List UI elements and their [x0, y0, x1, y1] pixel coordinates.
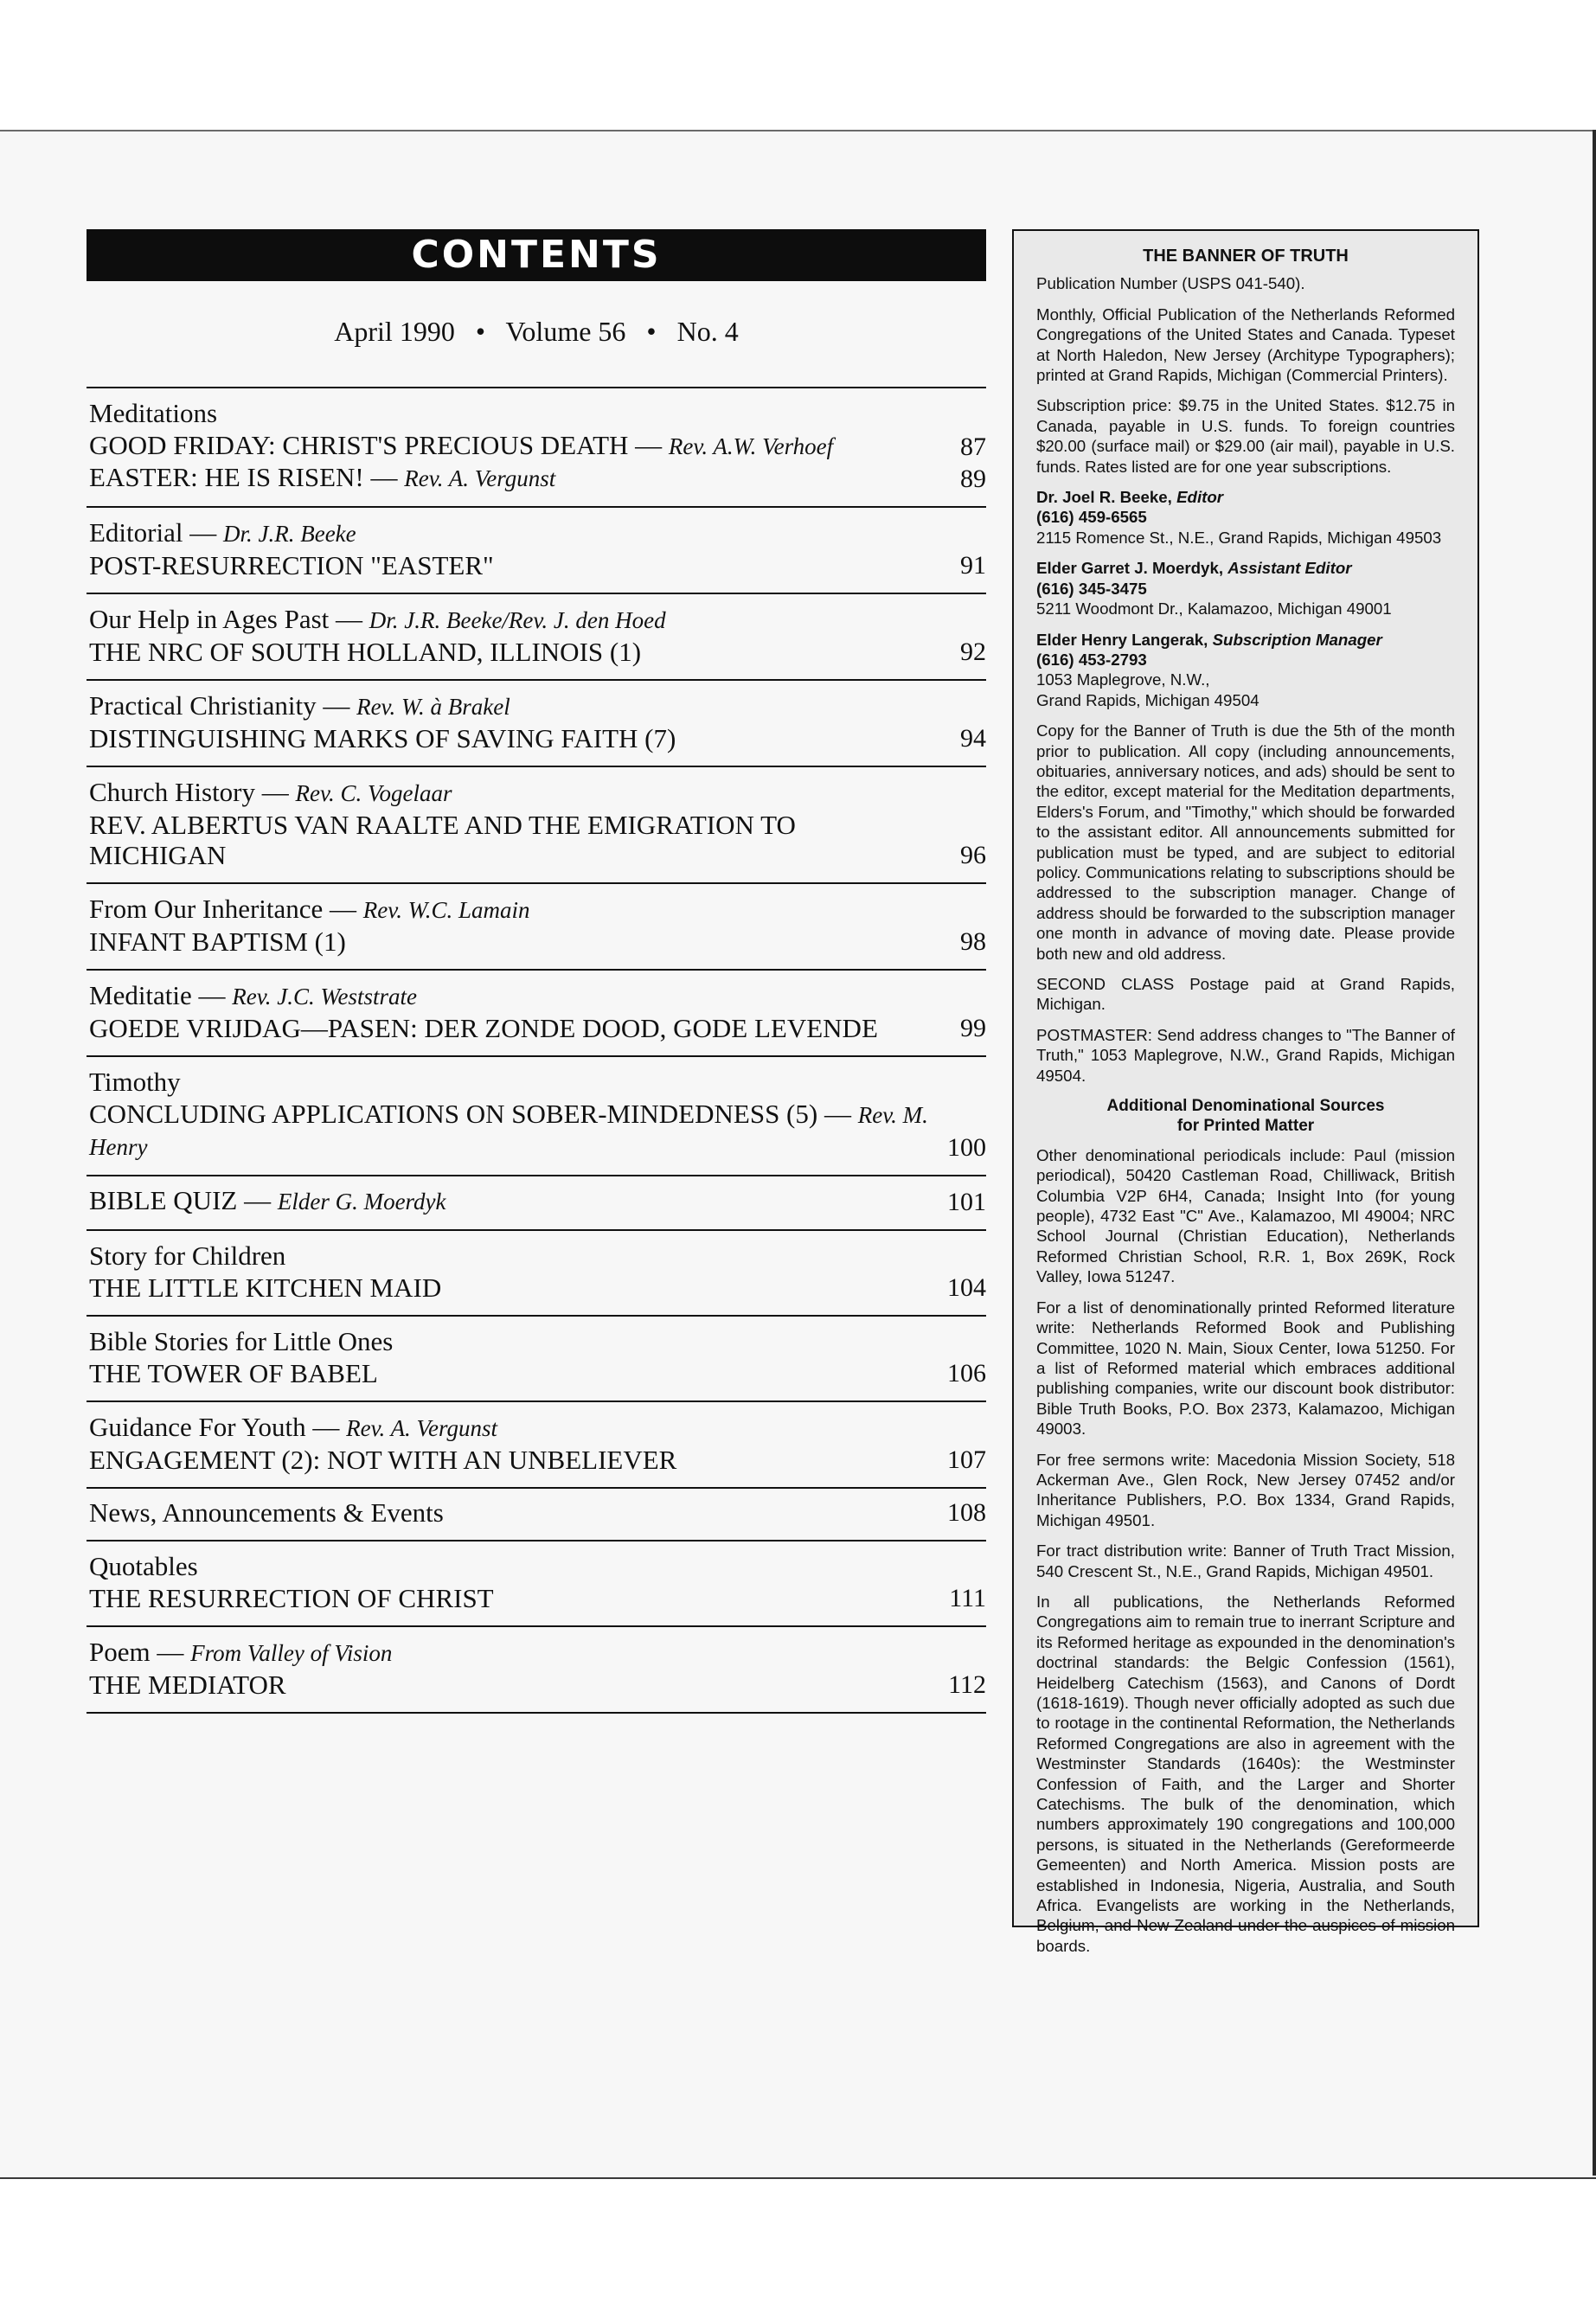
section-author: Rev. W. à Brakel [356, 694, 510, 720]
toc-entry[interactable] [89, 1013, 986, 1043]
entry-title [89, 1272, 934, 1303]
section-author: Rev. A. Vergunst [346, 1415, 498, 1441]
entry-title-text: ENGAGEMENT (2): NOT WITH AN UNBELIEVER [89, 1445, 677, 1475]
entry-title-text: EASTER: HE IS RISEN! — [89, 462, 398, 492]
entry-title [89, 723, 934, 753]
entry-title-text: DISTINGUISHING MARKS OF SAVING FAITH (7) [89, 723, 676, 753]
page-number: 108 [947, 1498, 986, 1527]
subscription-manager-phone: (616) 453-2793 [1036, 650, 1147, 669]
subscription-manager-city: Grand Rapids, Michigan 49504 [1036, 690, 1259, 709]
periodicals-note: Other denominational periodicals include: Paul (mission periodical), 50420 Castleman Road, Chilliwack, British Columbia V2P 6H4, Canada; Insight Into (for young people), 4732 East "C" Ave., Kalamazoo, MI 49004; NRC School Journal (Christian Education), Netherlands Reformed Christian School, R.R. 1, Box 269K, Rock Valley, Iowa 51247. [1036, 1145, 1455, 1286]
toc-entry[interactable] [89, 430, 986, 462]
entry-title [89, 1670, 934, 1700]
page-number: 106 [947, 1359, 986, 1388]
section-author: Rev. W.C. Lamain [362, 897, 530, 923]
page-edge-shadow [1593, 130, 1596, 2176]
toc-section [87, 1489, 986, 1541]
separator-dot: • [475, 316, 486, 347]
subscription-info: Subscription price: $9.75 in the United States. $12.75 in Canada, payable in U.S. funds. To foreign countries $20.00 (surface mail) or $29.00 (air mail), payable in U.S. funds. Rates listed are for one year subscriptions. [1036, 396, 1455, 476]
copy-deadline-note: Copy for the Banner of Truth is due the 5th of the month prior to publication. All copy (including announcements, obituaries, anniversary notices, and ads) should be sent to the editor, except material for the Meditation departments, Elders's Forum, and "Timothy," which should be forwarded to the assistant editor. All announcements submitted for publication must be typed, and are subject to editorial policy. Communications relating to subscriptions should be addressed to the subscription manager. Change of address should be forwarded to the subscription manager one month in advance of moving date. Please provide both new and old address. [1036, 721, 1455, 963]
section-heading-text: Timothy [89, 1067, 181, 1097]
section-heading-text: Practical Christianity — [89, 690, 350, 721]
toc-entry[interactable] [89, 1358, 986, 1388]
issue-date: April 1990 [334, 316, 455, 347]
section-heading [89, 893, 986, 926]
entry-title-text: CONCLUDING APPLICATIONS ON SOBER-MINDEDNESS (5) — [89, 1099, 851, 1129]
entry-title-text: REV. ALBERTUS VAN RAALTE AND THE EMIGRATION TO MICHIGAN [89, 810, 796, 870]
section-heading-text: From Our Inheritance — [89, 894, 357, 924]
entry-title [89, 810, 934, 870]
section-heading [89, 1636, 986, 1670]
entry-title-text: BIBLE QUIZ — [89, 1185, 272, 1215]
sermons-note: For free sermons write: Macedonia Mission Society, 518 Ackerman Ave., Glen Rock, New Jersey 07452 and/or Inheritance Publishers, P.O. Box 1334, Grand Rapids, Michigan 49501. [1036, 1450, 1455, 1529]
entry-title [89, 1185, 934, 1217]
entry-title [89, 1358, 934, 1388]
assistant-editor-role: Assistant Editor [1227, 559, 1352, 578]
toc-entry[interactable] [89, 1583, 986, 1613]
toc-entry[interactable] [89, 723, 986, 753]
tracts-note: For tract distribution write: Banner of Truth Tract Mission, 540 Crescent St., N.E., Grand Rapids, Michigan 49501. [1036, 1541, 1455, 1580]
section-heading [89, 1550, 986, 1583]
entry-title-text: POST-RESURRECTION "EASTER" [89, 550, 494, 580]
page-number: 89 [960, 465, 986, 493]
entry-title-text: News, Announcements & Events [89, 1497, 444, 1528]
toc-section [87, 1176, 986, 1231]
entry-title [89, 1099, 934, 1163]
assistant-editor-contact [1036, 558, 1455, 619]
page-number: 91 [960, 551, 986, 580]
page-number: 112 [948, 1670, 986, 1699]
entry-title-text: THE TOWER OF BABEL [89, 1358, 378, 1388]
toc-section [87, 1057, 986, 1176]
section-heading [89, 397, 986, 430]
toc-section [87, 1402, 986, 1489]
toc-entry[interactable] [89, 1497, 986, 1528]
masthead-sidebar [1012, 229, 1479, 1955]
section-author: From Valley of Vision [190, 1640, 393, 1666]
toc-section [87, 1317, 986, 1402]
toc-section [87, 1231, 986, 1317]
assistant-editor-phone: (616) 345-3475 [1036, 579, 1147, 598]
section-heading-text: Our Help in Ages Past — [89, 604, 363, 634]
toc-section [87, 681, 986, 767]
subscription-manager-role: Subscription Manager [1212, 630, 1382, 649]
page-number: 98 [960, 927, 986, 956]
toc-section [87, 594, 986, 681]
assistant-editor-address: 5211 Woodmont Dr., Kalamazoo, Michigan 49001 [1036, 599, 1392, 619]
section-heading-text: Quotables [89, 1551, 198, 1581]
contents-column [87, 229, 986, 1714]
page-number: 94 [960, 724, 986, 753]
toc-entry[interactable] [89, 1272, 986, 1303]
toc-entry[interactable] [89, 1445, 986, 1475]
page-number: 104 [947, 1273, 986, 1302]
editor-address: 2115 Romence St., N.E., Grand Rapids, Michigan 49503 [1036, 528, 1442, 547]
toc-section [87, 1541, 986, 1627]
entry-title [89, 637, 934, 667]
publication-description: Monthly, Official Publication of the Netherlands Reformed Congregations of the United States and Canada. Typeset at North Haledon, New Jersey (Architype Typographers); printed at Grand Rapids, Michigan (Commercial Printers). [1036, 304, 1455, 385]
toc-section [87, 884, 986, 971]
page-number: 107 [947, 1445, 986, 1474]
page-number: 92 [960, 638, 986, 666]
toc-entry[interactable] [89, 926, 986, 957]
toc-section [87, 767, 986, 884]
section-heading [89, 1325, 986, 1358]
entry-author: Rev. A.W. Verhoef [668, 433, 834, 459]
section-heading [89, 1411, 986, 1445]
section-heading [89, 776, 986, 810]
entry-title-text: THE NRC OF SOUTH HOLLAND, ILLINOIS (1) [89, 637, 642, 667]
section-heading [89, 979, 986, 1013]
literature-note: For a list of denominationally printed Reformed literature write: Netherlands Reformed Book and Publishing Committee, 1020 N. Main, Sioux Center, Iowa 51250. For a list of Reformed material which embraces additional publishing companies, write our discount book distributor: Bible Truth Books, P.O. Box 2373, Kalamazoo, Michigan 49003. [1036, 1298, 1455, 1439]
section-heading [89, 689, 986, 723]
toc-entry[interactable] [89, 637, 986, 667]
section-heading-text: Bible Stories for Little Ones [89, 1326, 394, 1356]
entry-title-text: THE LITTLE KITCHEN MAID [89, 1272, 442, 1303]
toc-entry[interactable] [89, 1185, 986, 1217]
section-author: Rev. C. Vogelaar [295, 780, 452, 806]
entry-title-text: THE MEDIATOR [89, 1670, 286, 1700]
publication-number: Publication Number (USPS 041-540). [1036, 274, 1305, 293]
issue-volume: Volume 56 [505, 316, 626, 347]
entry-title [89, 1497, 934, 1528]
entry-title [89, 926, 934, 957]
entry-title [89, 1445, 934, 1475]
editor-phone: (616) 459-6565 [1036, 508, 1147, 527]
toc-entry[interactable] [89, 462, 986, 494]
doctrine-note: In all publications, the Netherlands Reformed Congregations aim to remain true to inerrant Scripture and its Reformed heritage as expounded in the denomination's doctrinal standards: the Belgic Confession (1561), Heidelberg Catechism (1563), and Canons of Dordt (1618-1619). Though never officially adopted as such due to rootage in the continental Reformation, the Netherlands Reformed Congregations are also in agreement with the Westminster Standards (1640s): the Westminster Confession of Faith, and the Larger and Shorter Catechisms. The bulk of the denomination, which numbers approximately 190 congregations and 100,000 persons, is situated in the Netherlands (Gereformeerde Gemeenten) and North America. Mission posts are established in Indonesia, Nigeria, Australia, and South Africa. Evangelists are working in the Netherlands, Belgium, and New Zealand under the auspices of mission boards. [1036, 1592, 1455, 1955]
sources-title [1036, 1096, 1455, 1137]
contents-heading: CONTENTS [87, 229, 986, 281]
section-author: Dr. J.R. Beeke/Rev. J. den Hoed [369, 607, 666, 633]
toc-entry[interactable] [89, 810, 986, 870]
sources-title-line-1: Additional Denominational Sources [1106, 1097, 1385, 1116]
section-heading [89, 1066, 986, 1099]
section-heading [89, 516, 986, 550]
entry-title [89, 1583, 934, 1613]
section-heading-text: Guidance For Youth — [89, 1412, 340, 1442]
entry-title [89, 462, 934, 494]
subscription-manager-name: Elder Henry Langerak, [1036, 630, 1208, 649]
entry-author: Elder G. Moerdyk [277, 1189, 446, 1215]
toc-section [87, 508, 986, 594]
section-author: Rev. J.C. Weststrate [232, 984, 418, 1009]
entry-title [89, 550, 934, 580]
page-number: 100 [947, 1133, 986, 1162]
page-number: 96 [960, 841, 986, 869]
toc-entry[interactable] [89, 1099, 986, 1163]
separator-dot: • [646, 316, 657, 347]
entry-title-text: THE RESURRECTION OF CHRIST [89, 1583, 494, 1613]
postage-note: SECOND CLASS Postage paid at Grand Rapids, Michigan. [1036, 975, 1455, 1014]
section-heading-text: Meditations [89, 398, 218, 428]
editor-name: Dr. Joel R. Beeke, [1036, 488, 1172, 507]
subscription-manager-address: 1053 Maplegrove, N.W., [1036, 670, 1210, 689]
toc-section [87, 971, 986, 1057]
toc-entry[interactable] [89, 1670, 986, 1700]
sources-title-line-2: for Printed Matter [1176, 1117, 1315, 1136]
entry-author: Rev. M. Henry [89, 1102, 928, 1160]
page-number: 111 [949, 1584, 986, 1612]
masthead-title: THE BANNER OF TRUTH [1143, 247, 1349, 266]
entry-title-text: GOOD FRIDAY: CHRIST'S PRECIOUS DEATH — [89, 430, 663, 460]
issue-info [87, 316, 986, 368]
section-heading-text: Meditatie — [89, 980, 226, 1010]
entry-title [89, 430, 934, 462]
page-number: 101 [947, 1188, 986, 1216]
entry-title-text: INFANT BAPTISM (1) [89, 926, 346, 957]
issue-number: No. 4 [676, 316, 739, 347]
entry-title [89, 1013, 934, 1043]
editor-contact [1036, 487, 1455, 548]
section-heading-text: Story for Children [89, 1240, 286, 1271]
section-heading-text: Editorial — [89, 517, 217, 548]
assistant-editor-name: Elder Garret J. Moerdyk, [1036, 559, 1224, 578]
editor-role: Editor [1176, 488, 1224, 507]
postmaster-note: POSTMASTER: Send address changes to "The Banner of Truth," 1053 Maplegrove, N.W., Grand Rapids, Michigan 49504. [1036, 1025, 1455, 1085]
section-heading-text: Church History — [89, 777, 289, 807]
section-author: Dr. J.R. Beeke [222, 521, 356, 547]
section-heading-text: Poem — [89, 1637, 184, 1667]
section-heading [89, 603, 986, 637]
page-number: 99 [960, 1014, 986, 1042]
toc-entry[interactable] [89, 550, 986, 580]
toc-section [87, 1627, 986, 1714]
entry-author: Rev. A. Vergunst [404, 465, 556, 491]
toc-list [87, 387, 986, 1714]
entry-title-text: GOEDE VRIJDAG—PASEN: DER ZONDE DOOD, GODE LEVENDE [89, 1013, 878, 1043]
subscription-manager-contact [1036, 630, 1455, 711]
page-number: 87 [960, 433, 986, 461]
section-heading [89, 1240, 986, 1272]
toc-section [87, 388, 986, 508]
